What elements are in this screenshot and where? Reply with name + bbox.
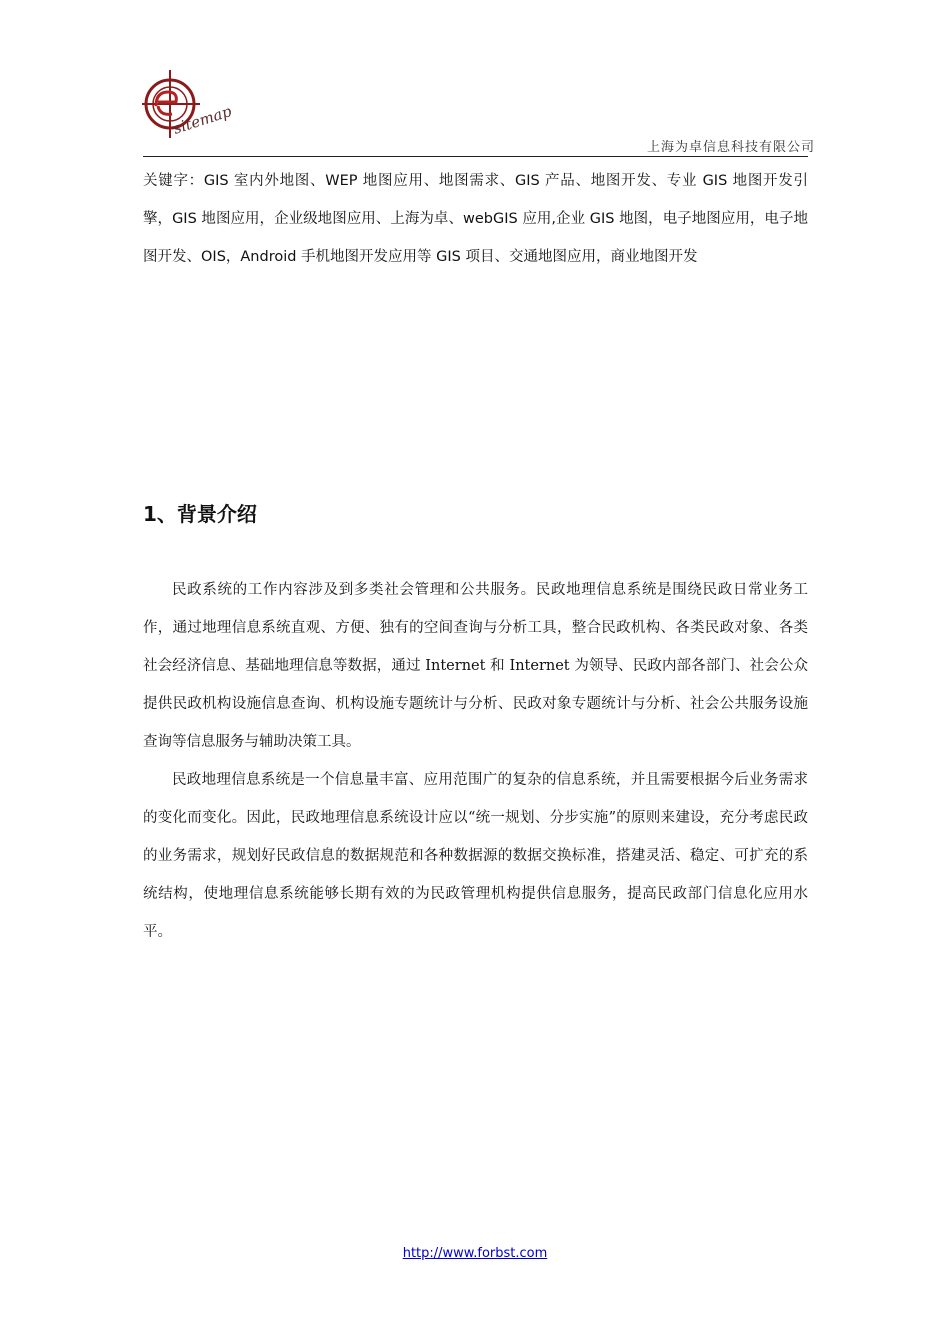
section-heading: 1、背景介绍 bbox=[143, 502, 257, 526]
company-logo bbox=[140, 66, 232, 152]
body-paragraph: 民政系统的工作内容涉及到多类社会管理和公共服务。民政地理信息系统是围绕民政日常业务工作，通过地理信息系统直观、方便、独有的空间查询与分析工具，整合民政机构、各类民政对象、各类社会经济信息、基础地理信息等数据，通过 Internet 和 Internet 为领导、民政内部各部门、社会公众提供民政机构设施信息查询、机构设施专题统计与分析、民政对象专题统计与分析、社会公共服务设施查询等信息服务与辅助决策工具。 bbox=[143, 582, 808, 750]
company-name: 上海为卓信息科技有限公司 bbox=[646, 140, 815, 155]
keywords-paragraph: 关键字：GIS 室内外地图、WEP 地图应用、地图需求、GIS 产品、地图开发、专业 GIS 地图开发引擎，GIS 地图应用，企业级地图应用、上海为卓、webGIS 应用,企业 GIS 地图，电子地图应用，电子地图开发、OIS，Android 手机地图开发应用等 GIS 项目、交通地图应用，商业地图开发 bbox=[143, 173, 808, 265]
footer bbox=[0, 1246, 950, 1261]
crosshair-logo-icon bbox=[140, 66, 232, 152]
header-divider bbox=[143, 156, 808, 157]
section-body bbox=[143, 571, 808, 951]
body-paragraph: 民政地理信息系统是一个信息量丰富、应用范围广的复杂的信息系统，并且需要根据今后业务需求的变化而变化。因此，民政地理信息系统设计应以“统一规划、分步实施”的原则来建设，充分考虑民政的业务需求，规划好民政信息的数据规范和各种数据源的数据交换标准，搭建灵活、稳定、可扩充的系统结构，使地理信息系统能够长期有效的为民政管理机构提供信息服务，提高民政部门信息化应用水平。 bbox=[143, 772, 808, 940]
footer-link[interactable]: http://www.forbst.com bbox=[402, 1246, 548, 1261]
logo-lettering: sitemap bbox=[170, 102, 232, 138]
